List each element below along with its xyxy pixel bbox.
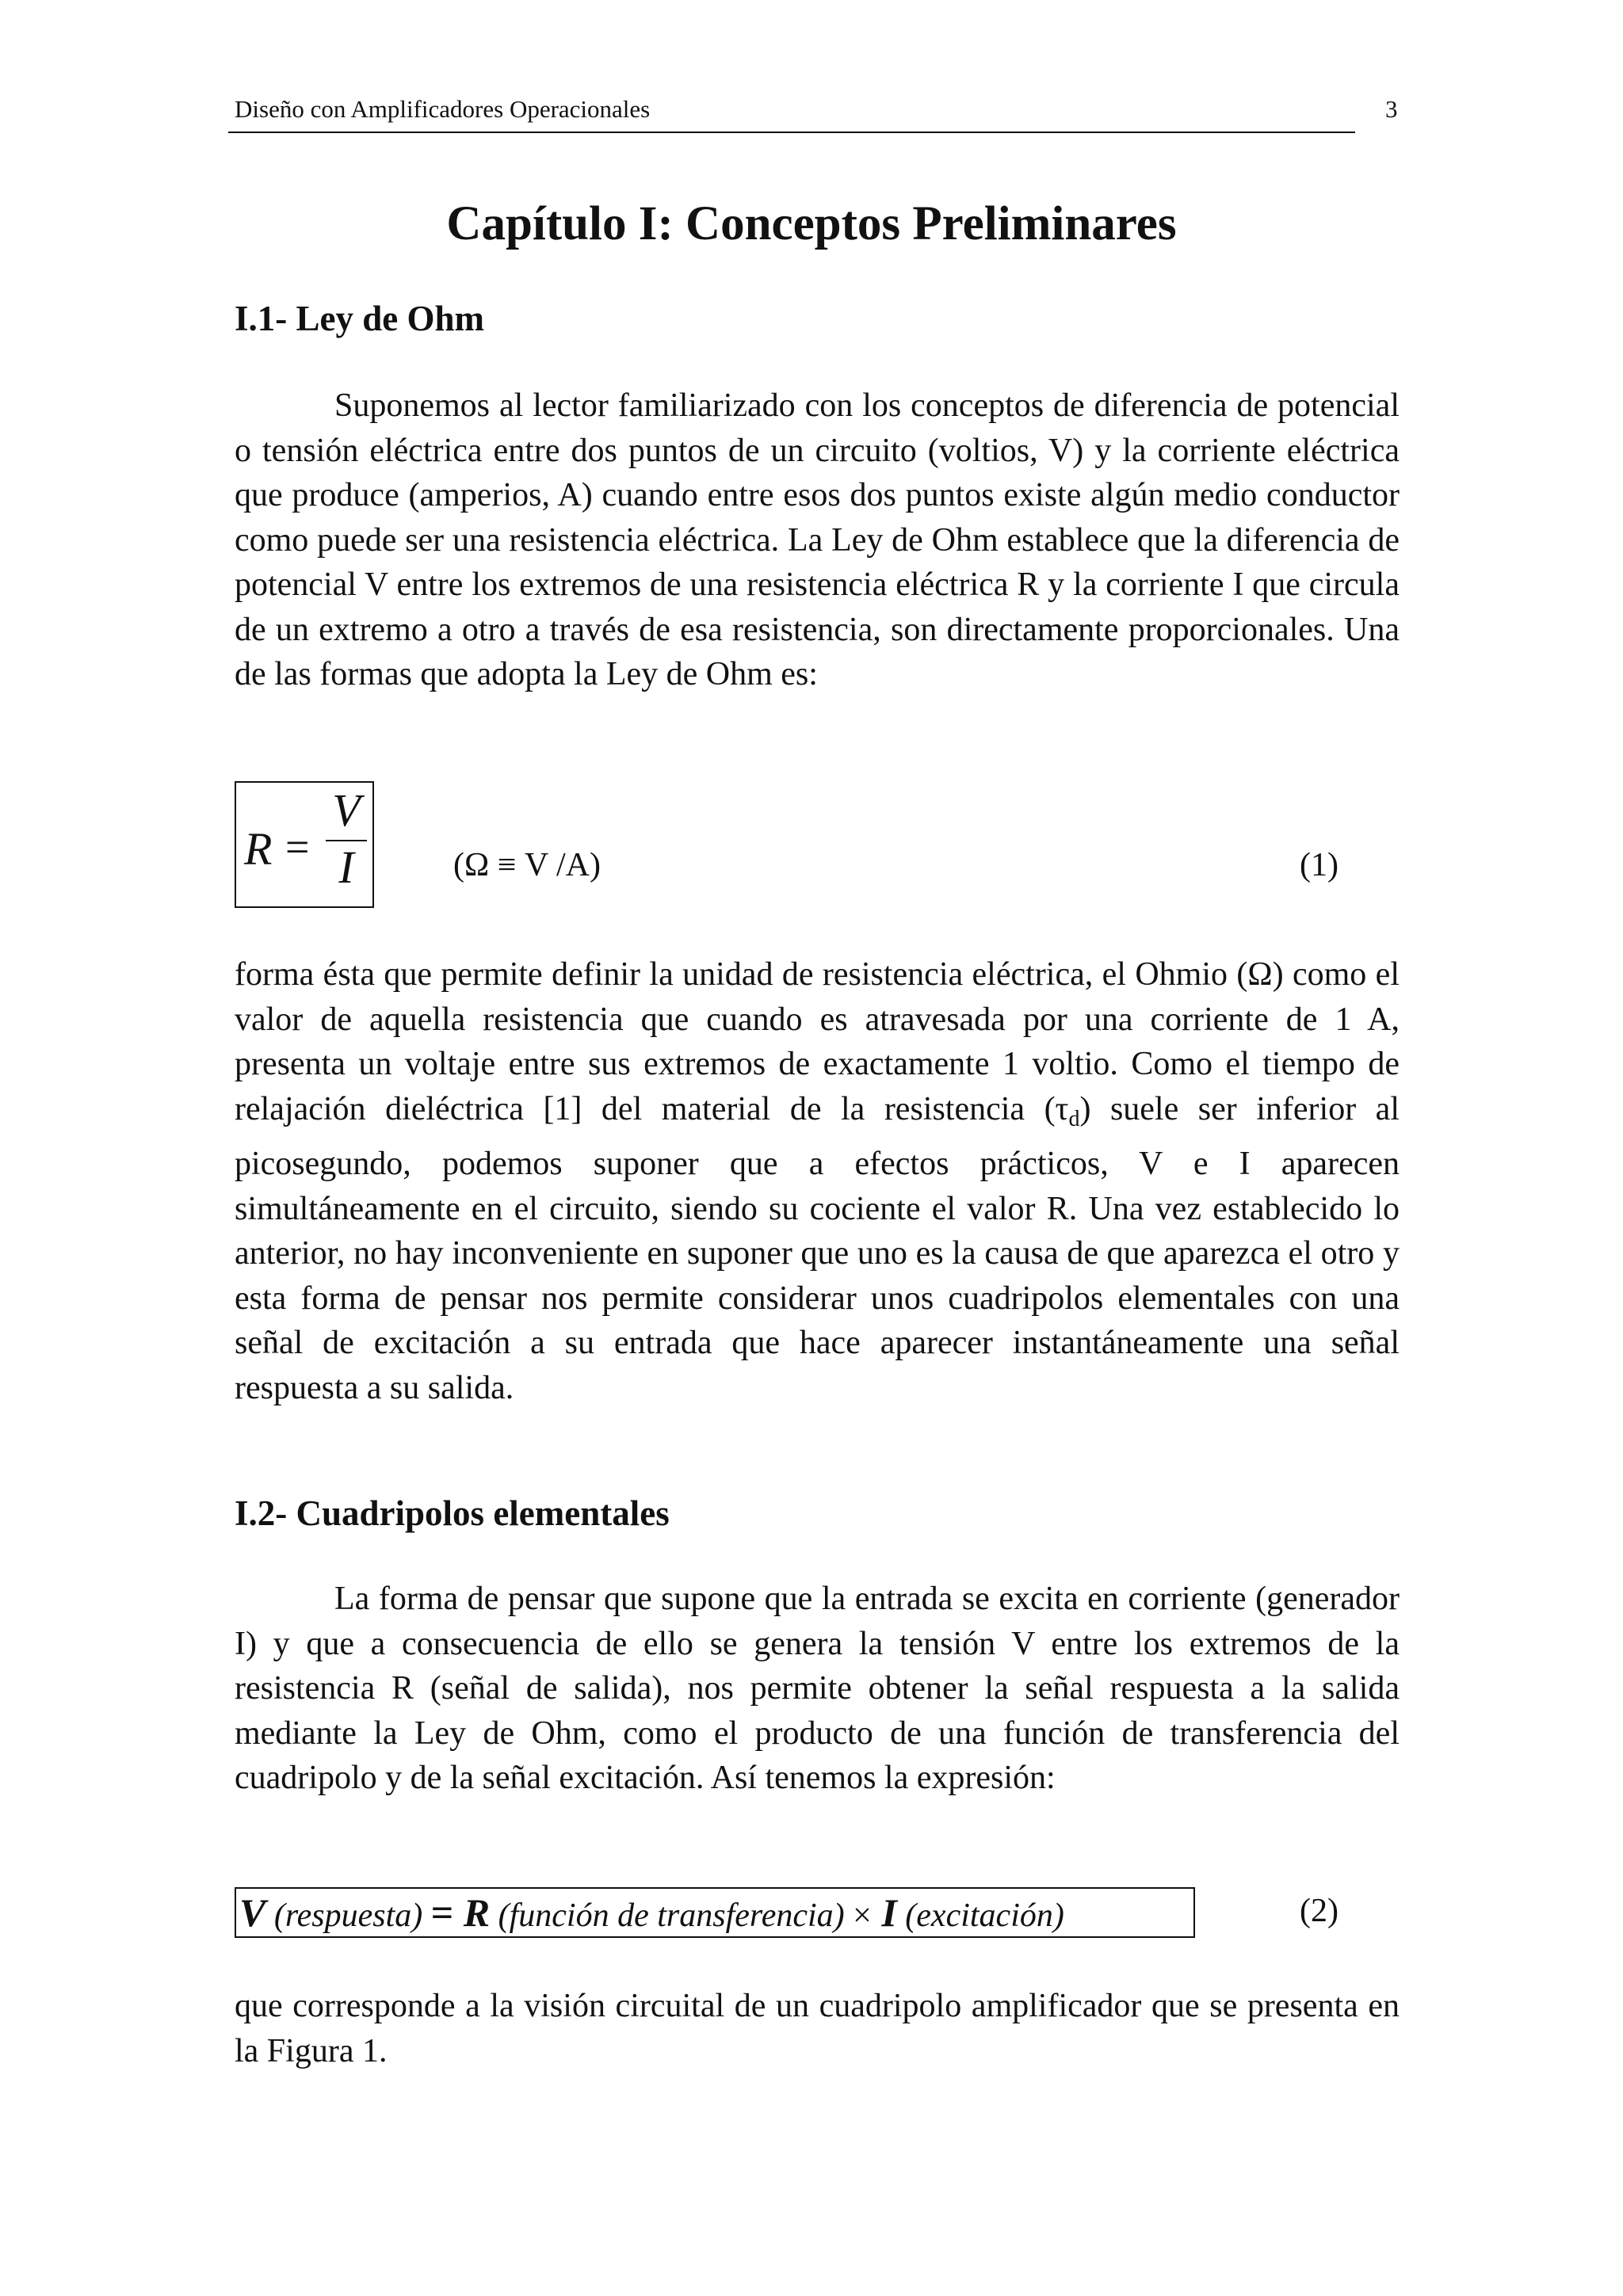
section-heading-ley-de-ohm: I.1- Ley de Ohm	[235, 299, 484, 338]
paragraph-text-a: forma ésta que permite definir la unidad de resistencia eléctrica, el Ohmio (Ω) como el valor de aquella resistencia que cuando es atravesada por una corriente de 1 A, presenta un voltaje entre sus extremos de exactamente 1 voltio. Como el tiempo de relajación dieléctrica [1] del material de la resistencia (τ	[235, 956, 1400, 1127]
subscript-d: d	[1068, 1106, 1080, 1131]
expr-equals: =	[430, 1890, 454, 1935]
paragraph-text-b: ) suele ser inferior al picosegundo, podemos suponer que a efectos prácticos, V e I aparecen simultáneamente en el circuito, siendo su cociente el valor R. Una vez establecido lo anterior, no hay inconveniente en suponer que uno es la causa de que aparezca el otro y esta forma de pensar nos permite considerar unos cuadripolos elementales con una señal de excitación a su entrada que hace aparecer instantáneamente una señal respuesta a su salida.	[235, 1090, 1400, 1406]
paragraph-cuadripolos-intro: La forma de pensar que supone que la entrada se excita en corriente (generador I) y que a consecuencia de ello se genera la tensión V entre los extremos de la resistencia R (señal de salida), nos permite obtener la señal respuesta a la salida mediante la Ley de Ohm, como el producto de una función de transferencia del cuadripolo y de la señal excitación. Así tenemos la expresión:	[235, 1581, 1400, 1796]
equation-number-1: (1)	[1300, 847, 1338, 883]
expr-v: V	[239, 1890, 266, 1935]
paragraph-ohm-intro: Suponemos al lector familiarizado con los conceptos de diferencia de potencial o tensión eléctrica entre dos puntos de un circuito (voltios, V) y la corriente eléctrica que produce (amperios, A) cuando entre esos dos puntos existe algún medio conductor como puede ser una resistencia eléctrica. La Ley de Ohm establece que la diferencia de potencial V entre los extremos de una resistencia eléctrica R y la corriente I que circula de un extremo a otro a través de esa resistencia, son directamente proporcionales. Una de las formas que adopta la Ley de Ohm es:	[235, 387, 1400, 692]
ohm-units: (Ω ≡ V /A)	[453, 847, 601, 883]
formula-lhs: R	[244, 823, 273, 875]
expr-i-label: (excitación)	[896, 1897, 1064, 1934]
expr-v-label: (respuesta)	[265, 1897, 431, 1934]
page-number: 3	[1385, 95, 1398, 123]
running-header: Diseño con Amplificadores Operacionales	[235, 95, 651, 123]
formula-equals: =	[285, 823, 310, 871]
header-rule	[228, 132, 1355, 133]
section-heading-cuadripolos: I.2- Cuadripolos elementales	[235, 1493, 670, 1533]
chapter-title: Capítulo I: Conceptos Preliminares	[446, 197, 1177, 250]
expr-i: I	[871, 1890, 897, 1935]
formula-ohm-law	[235, 781, 374, 908]
formula-denominator: I	[338, 841, 354, 893]
formula-transfer-expression	[235, 1887, 1195, 1938]
formula-numerator: V	[332, 784, 361, 836]
equation-number-2: (2)	[1300, 1893, 1338, 1929]
formula-fraction	[325, 784, 368, 894]
paragraph-figure-reference: que corresponde a la visión circuital de un cuadripolo amplificador que se presenta en la Figura 1.	[235, 1988, 1400, 2069]
expr-r: R	[453, 1890, 491, 1935]
paragraph-ohm-definition	[235, 952, 1400, 1410]
expr-times: ×	[853, 1897, 872, 1934]
expr-r-label: (función de transferencia)	[490, 1897, 854, 1934]
